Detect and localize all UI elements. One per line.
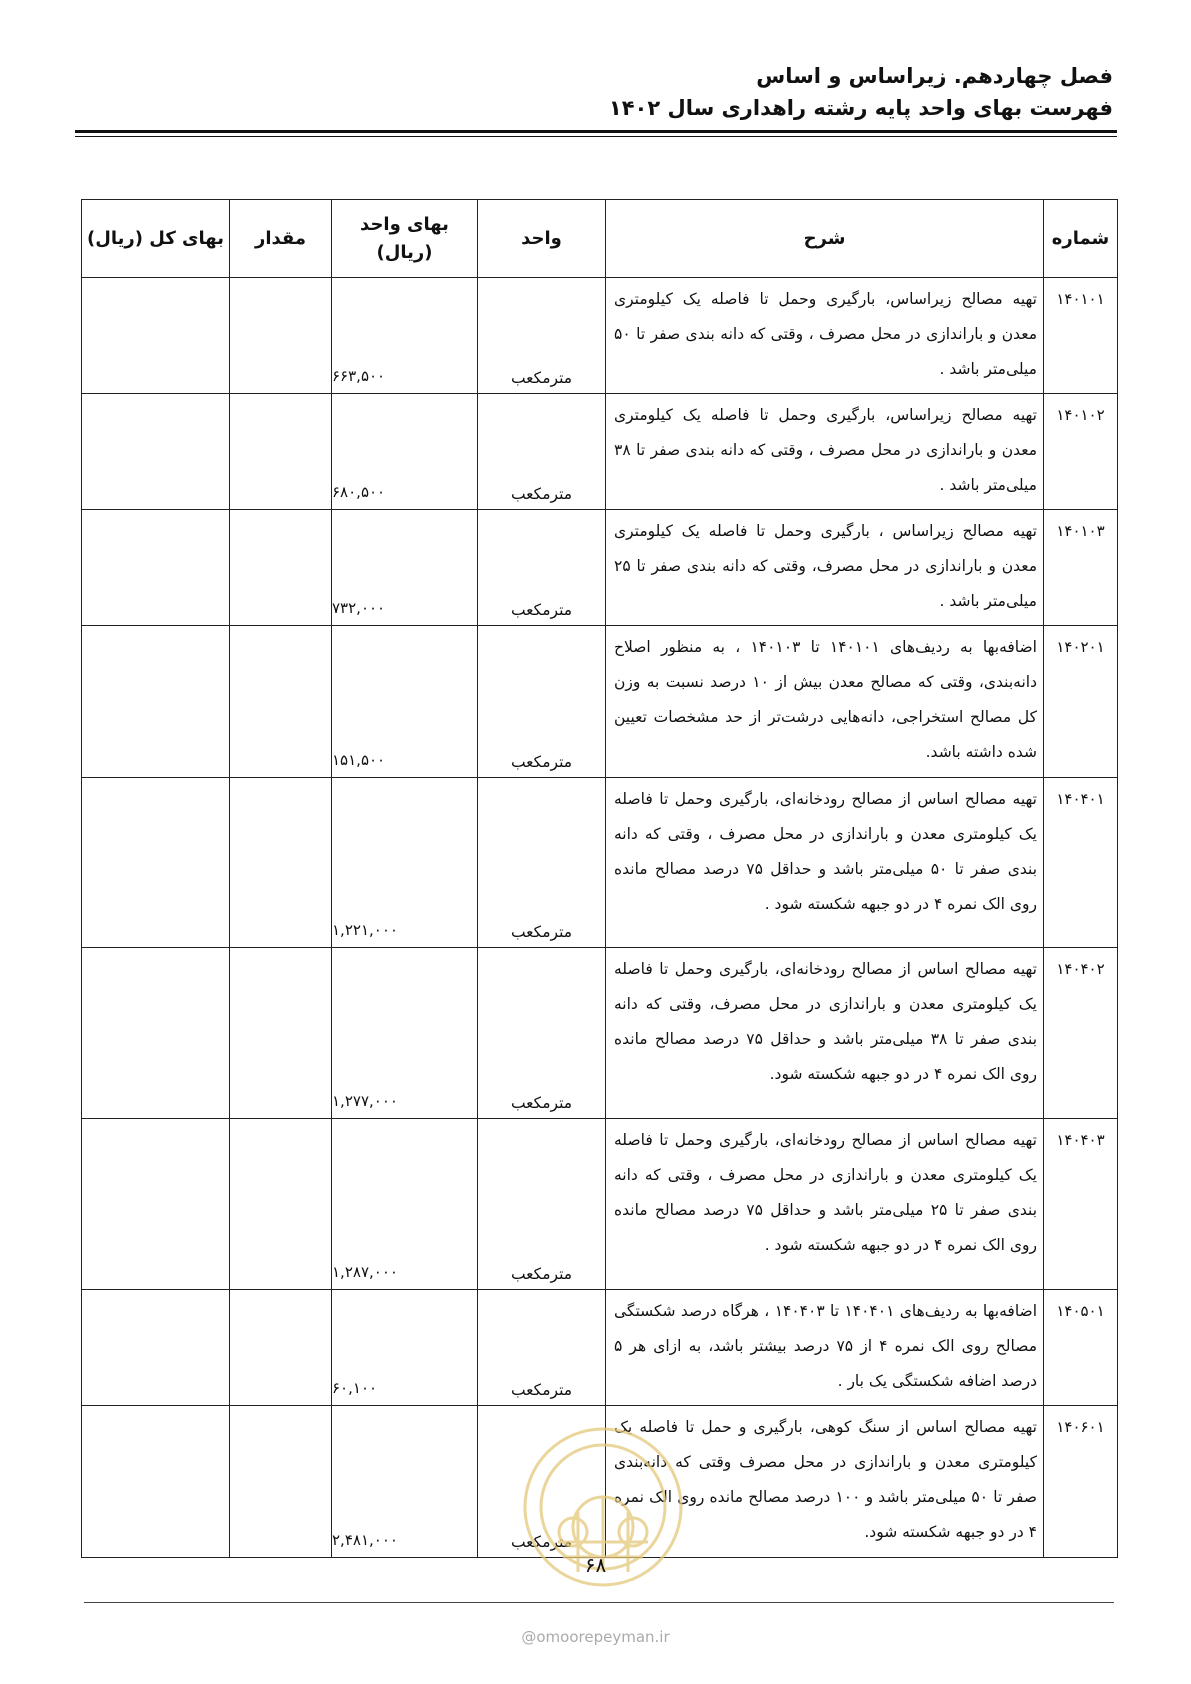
item-total [82,509,230,625]
price-table [81,199,1118,1558]
item-total [82,278,230,394]
table-row [82,393,1118,509]
table-row [82,509,1118,625]
header-unit: واحد [478,200,606,278]
item-total [82,948,230,1119]
table-row [82,1119,1118,1290]
page-number: ۶۸ [584,1553,607,1577]
header-description: شرح [606,200,1044,278]
item-number: ۱۴۰۱۰۱ [1044,278,1118,394]
table-row [82,777,1118,948]
header-total: بهای کل (ریال) [82,200,230,278]
item-description: تهیه مصالح زیراساس ، بارگیری وحمل تا فاصله یک کیلومتری معدن و باراندازی در محل مصرف، وقتی که دانه بندی صفر تا ۲۵ میلی‌متر باشد . [606,509,1044,625]
item-description: تهیه مصالح زیراساس، بارگیری وحمل تا فاصله یک کیلومتری معدن و باراندازی در محل مصرف ، وقتی که دانه بندی صفر تا ۳۸ میلی‌متر باشد . [606,393,1044,509]
item-description: تهیه مصالح اساس از مصالح رودخانه‌ای، بارگیری وحمل تا فاصله یک کیلومتری معدن و باراندازی در محل مصرف ، وقتی که دانه بندی صفر تا ۲۵ میلی‌متر باشد و حداقل ۷۵ درصد مصالح مانده روی الک نمره ۴ در دو جبهه شکسته شود . [606,1119,1044,1290]
item-quantity [230,278,332,394]
item-unit-price: ۱,۲۲۱,۰۰۰ [332,777,478,948]
document-subtitle: فهرست بهای واحد پایه رشته راهداری سال ۱۴۰۲ [608,96,1113,120]
item-description: تهیه مصالح اساس از مصالح رودخانه‌ای، بارگیری وحمل تا فاصله یک کیلومتری معدن و باراندازی در محل مصرف ، وقتی که دانه بندی صفر تا ۵۰ میلی‌متر باشد و حداقل ۷۵ درصد مصالح مانده روی الک نمره ۴ در دو جبهه شکسته شود . [606,777,1044,948]
header-quantity: مقدار [230,200,332,278]
table-row [82,1290,1118,1406]
item-unit: مترمکعب [478,948,606,1119]
item-unit: مترمکعب [478,278,606,394]
item-quantity [230,777,332,948]
item-description: تهیه مصالح زیراساس، بارگیری وحمل تا فاصله یک کیلومتری معدن و باراندازی در محل مصرف ، وقتی که دانه بندی صفر تا ۵۰ میلی‌متر باشد . [606,278,1044,394]
item-unit-price: ۱,۲۷۷,۰۰۰ [332,948,478,1119]
item-total [82,1290,230,1406]
item-number: ۱۴۰۵۰۱ [1044,1290,1118,1406]
item-total [82,625,230,777]
item-number: ۱۴۰۴۰۱ [1044,777,1118,948]
table-row [82,625,1118,777]
item-unit: مترمکعب [478,1119,606,1290]
item-description: اضافه‌بها به ردیف‌های ۱۴۰۴۰۱ تا ۱۴۰۴۰۳ ، هرگاه درصد شکستگی مصالح روی الک نمره ۴ از ۷۵ درصد بیشتر باشد، به ازای هر ۵ درصد اضافه شکستگی یک بار . [606,1290,1044,1406]
item-total [82,1406,230,1558]
item-unit: مترمکعب [478,393,606,509]
item-unit: مترمکعب [478,777,606,948]
item-number: ۱۴۰۱۰۳ [1044,509,1118,625]
header-number: شماره [1044,200,1118,278]
website-watermark: @omoorepeyman.ir [521,1628,670,1646]
item-unit-price: ۱۵۱,۵۰۰ [332,625,478,777]
item-unit-price: ۶۶۳,۵۰۰ [332,278,478,394]
item-number: ۱۴۰۴۰۳ [1044,1119,1118,1290]
page-header [609,60,1113,124]
item-number: ۱۴۰۱۰۲ [1044,393,1118,509]
item-quantity [230,1406,332,1558]
item-number: ۱۴۰۶۰۱ [1044,1406,1118,1558]
item-number: ۱۴۰۴۰۲ [1044,948,1118,1119]
item-quantity [230,509,332,625]
item-description: تهیه مصالح اساس از سنگ کوهی، بارگیری و حمل تا فاصله یک کیلومتری معدن و باراندازی در محل مصرف وقتی که دانه‌بندی صفر تا ۵۰ میلی‌متر باشد و ۱۰۰ درصد مصالح مانده روی الک نمره ۴ در دو جبهه شکسته شود. [606,1406,1044,1558]
item-unit: مترمکعب [478,625,606,777]
table-row [82,948,1118,1119]
item-total [82,777,230,948]
item-quantity [230,1119,332,1290]
chapter-title: فصل چهاردهم. زیراساس و اساس [756,64,1113,88]
item-unit-price: ۲,۴۸۱,۰۰۰ [332,1406,478,1558]
item-quantity [230,948,332,1119]
table-header-row [82,200,1118,278]
item-total [82,1119,230,1290]
item-quantity [230,625,332,777]
header-rule-thin [75,136,1117,137]
item-description: تهیه مصالح اساس از مصالح رودخانه‌ای، بارگیری وحمل تا فاصله یک کیلومتری معدن و باراندازی در محل مصرف، وقتی که دانه بندی صفر تا ۳۸ میلی‌متر باشد و حداقل ۷۵ درصد مصالح مانده روی الک نمره ۴ در دو جبهه شکسته شود. [606,948,1044,1119]
footer-rule [84,1602,1114,1603]
item-description: اضافه‌بها به ردیف‌های ۱۴۰۱۰۱ تا ۱۴۰۱۰۳ ، به منظور اصلاح دانه‌بندی، وقتی که مصالح معدن بیش از ۱۰ درصد نسبت به وزن کل مصالح استخراجی، دانه‌هایی درشت‌تر از حد مشخصات تعیین شده داشته باشد. [606,625,1044,777]
item-unit: مترمکعب [478,1406,606,1558]
item-unit-price: ۶۸۰,۵۰۰ [332,393,478,509]
header-unit-price: بهای واحد (ریال) [332,200,478,278]
item-number: ۱۴۰۲۰۱ [1044,625,1118,777]
item-unit-price: ۱,۲۸۷,۰۰۰ [332,1119,478,1290]
item-unit-price: ۷۳۲,۰۰۰ [332,509,478,625]
item-unit: مترمکعب [478,509,606,625]
item-quantity [230,393,332,509]
item-quantity [230,1290,332,1406]
item-unit: مترمکعب [478,1290,606,1406]
table-row [82,278,1118,394]
header-rule-thick [75,130,1117,133]
item-unit-price: ۶۰,۱۰۰ [332,1290,478,1406]
item-total [82,393,230,509]
